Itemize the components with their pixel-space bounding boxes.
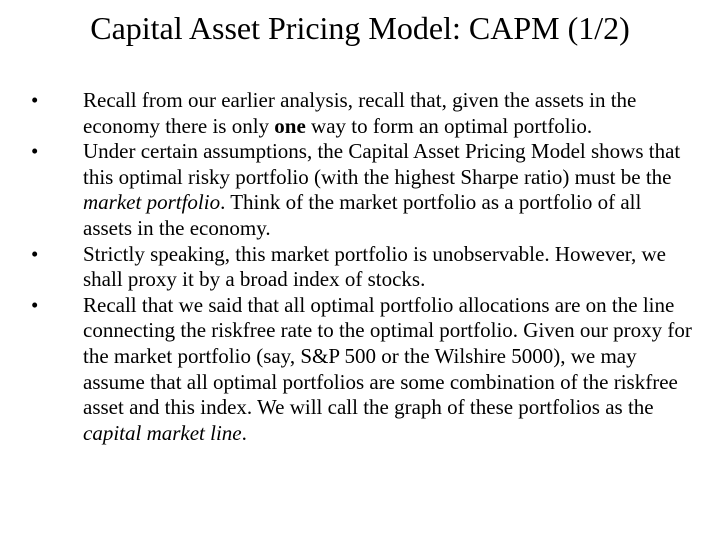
bullet-item-1 [23, 88, 695, 139]
bullet-text [83, 293, 695, 447]
bullet-text [83, 88, 695, 139]
bullet-list [23, 88, 695, 446]
bullet-text: Strictly speaking, this market portfolio is unobservable. However, we shall proxy it by a broad index of stocks. [83, 241, 666, 292]
bullet-text-part: Recall from our earlier analysis, recall that, given the assets in the economy there is only [83, 88, 637, 138]
emphasis-market-portfolio: market portfolio [83, 190, 221, 215]
bullet-item-2 [23, 139, 695, 241]
bullet-item-4 [23, 293, 695, 447]
bullet-icon: • [31, 292, 39, 317]
bullet-text-part: way to form an optimal portfolio. [305, 113, 593, 138]
bullet-item-3 [23, 242, 695, 293]
slide-title: Capital Asset Pricing Model: CAPM (1/2) [90, 10, 630, 46]
bullet-text-part: Recall that we said that all optimal portfolio allocations are on the line connecting the riskfree rate to the optimal portfolio. Given our proxy for the market portfolio (say, S&P 500 or the Wilshire 5000), we may assume that all optimal portfolios are some combination of the riskfree asset and this index. We will call the graph of these portfolios as the [83, 292, 692, 420]
bullet-text-part: . Think of the market portfolio as a portfolio of all assets in the economy. [83, 190, 642, 240]
bullet-icon: • [31, 139, 39, 164]
bullet-icon: • [31, 241, 39, 266]
bullet-text-part: . [241, 420, 247, 445]
bullet-text [83, 139, 695, 241]
bullet-text-part: Under certain assumptions, the Capital Asset Pricing Model shows that this optimal risky portfolio (with the highest Sharpe ratio) must be the [83, 139, 681, 189]
bullet-icon: • [31, 88, 39, 112]
emphasis-one: one [274, 113, 306, 138]
emphasis-capital-market-line: capital market line [83, 420, 242, 445]
